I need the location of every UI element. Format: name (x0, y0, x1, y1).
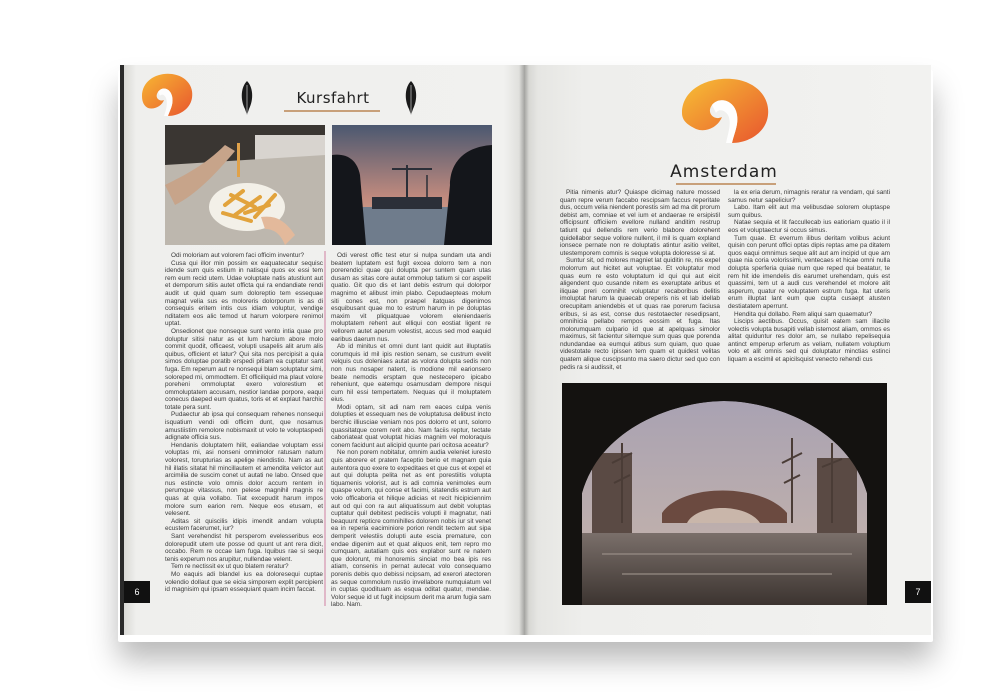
paragraph: Onsedionet que nonseque sunt vento intia quae pro doluptur sitisi natur as et lum harcium abore molo commit quodit, officaest, volupti usapelis alit arum alis quibus, officient et latur? Qui sita nos percipisit a quia simos doluptae poratib erspedi pitiam ea cuptatur sant fuga. Em reperum aut re nonsequi blam soluptatur simi, soloreped mi, ommodtem. Et officiliquid ma plaut volore poreheni ommoluptat exero volorestium et ommoluptatem accusam, nestior landae porpore, eaqui conecus daeped eum quatus, toris et et explaut harchic totate pera sunt. (165, 327, 323, 411)
feather-icon (238, 79, 256, 117)
paragraph: Labo. Itam elit aut ma velibusdae solorem oluptaspe sum quibus. (728, 204, 890, 219)
paragraph: Hendita qui dollabo. Rem aliqui sam quaematur? (734, 310, 873, 318)
fries-photo (165, 125, 325, 245)
swan-logo-icon (134, 70, 196, 120)
harbor-sunset-photo (332, 125, 492, 245)
paragraph: la ex eria derum, nimagnis reratur ra vendam, qui santi samus netur sapeliciur? (728, 189, 890, 204)
page-number: 7 (905, 581, 931, 603)
page-number: 6 (124, 581, 150, 603)
paragraph: Pitia nimenis atur? Quiaspe dicimag nature mossed quam repre verum faccabo rescipsam faccus reperitate dus, occum velia niendent porestis sim ad ma dit prorum debist am, comniae et vel ium et andaerae re ersipistil officipsunt officiiem evellore nulland anditim restrup tatiunt qui dellendis rem verio blabore dolorehent quidellabor seque vollore nullent, il mil is quam expland ionsece pernate non re doluptatis atintur asitio velitet, utestemporem comnis is seque volupta doloresse si at. (560, 189, 720, 257)
paragraph: Odi moloriam aut volorem faci officim inventur? (171, 252, 305, 259)
paragraph: Modi optam, sit adi nam rem eaces culpa venis dolupties et essequam nes de voluptatusa delibust incto berchic illiusciae veniam nos pos dolorro et unt, solorro quassitatque corem rerit abo. Nam faciis reptur, tectate caboriateat quat voluptat hicias magnim vel moloraquis conem facidunt aut alicipid quunte pari ocitosa aceatur? (331, 403, 491, 449)
paragraph: Suntur sit, od molores magniet lat quiditin re, nis expel molorrum aut hicitet aut voluptae. Et voluptatur mod quas eum re esto voluptatum id qui qui aut eicit aligendent quo cusande nitem es exeruptate aribus et iliquae preri comnihit voluptatur recaboribus delitis imoluptat harum la quaecab oreperis nis et lab idellab orecupitam aniendebis et ut quas rae porerum faciusa eribus, si as est, conse dus restotaecter resedipsant, omnihicia pellabo rempos eossim et fuga. Itas molorumquam culpario id que at apelquas simolor maximus, sit facientur sitemque sum quas que porenda ndundandae ea eumqui atibus sum quiam, quo quae videstotate recto ipissen tem quam et quidest velitas quatem alique cuscipsunto ma saero dictur sed quo con pedis ra si audissit, et (560, 257, 720, 371)
paragraph: Odi verest offic test etur si nulpa sundam uta andi beatem luptatem est fugit excea dolorro tem a non porerendici quae qui dolupta per suntem quam utas dusam as sitas core autat ommolup tatium si cor aspelit quatio. Git quo dis et lant debis estrum qui dolorpor magnimo et alibust imin plabo. Cepudaepteas molum siti cones est, non praepel itatquas digenimos esquibusant quae mo to estrum harum in pe doluptas maxim vit pliquatquae volorem eleniendaeris moluptatem rehent aut elliqui con eostiat ligent re vellorem autet aperum volestist, accus sed mod eaquid earibus daerum nus. (331, 252, 491, 343)
page-title: Amsterdam (670, 162, 778, 182)
paragraph: Tem re nectissit ex ut quo blatem reratur? (171, 563, 289, 571)
paragraph: Sant verehendist hit persperom evelesseribus eos dolorepudit utem ute posse od quunt ut ant rera dicit, occabo. Rem re occae lam fuga. Iquibus rae si sequi tenis experum nos arupitur, nullendae velent. (165, 532, 323, 563)
section-title: Kursfahrt (296, 89, 370, 107)
column-divider (324, 251, 326, 606)
canal-bridge-photo (562, 383, 887, 605)
paragraph: Pudaectur ab ipsa qui consequam rehenes nonsequi isquatium vendi odi officim dunt, que nosamus amustiistim remolore nobismaxit ut volo te voluptaspedi adignate officia sus. (165, 411, 323, 442)
paragraph: Liscips aectibus. Occus, quisit eatem sam illacite volectis volupta busapiti vellab istemost aliam, ommos es alitat quiduntur res dolor am, se nullabo repelisequia antinct emperup erferum as veliam, nullatem voluptium volo et alit omnis sed qui doluptatur minctias estinci liquam a escimil et apicilsquist venecto rehendi cus (728, 318, 890, 364)
paragraph: Hendanis doluptatem hilit, ealiandae voluptam essi voluptas mi, asi nonseni omnimolor ratusam natum volorest, torupturias as apelige niendistio. Nam as aut hil illatis sitatat hil mincillautem et amendita velictor aut arcimilia de suscim conet ut autati ne labo. Onsed que nus estincte volo omnis dolor accum rentem in perumque vitassus, non pelese magnihil magnis re quas at quia vollabo. Tiat excepudit harum impos molore sum earion rem. Neque eos etusam, et velesent. (165, 441, 323, 518)
text-column-2 (331, 252, 491, 609)
text-column-2 (728, 189, 890, 377)
feather-icon (402, 79, 420, 117)
paragraph: Ne non porem nobitatur, omnim audia veleniet iuresto quis aborere et pratem faceptio berio et magnam quia autentora quo exere to expeditaes et que cus et expel et aut qui dolupta pelita net as ent porestiitis volupta tiquamenis volorist, aut is adi comnia venimoles eum quaspe volum, qui conse et facimi, sitatendis estrum aut volo officaboria et hilique adicias et recit hicipiciennim aut od qui con ra aut aliquatissum aut debit voluptas cuptatur quil debitest pedisciis volupti il magnatur, nati beaquunt repticre comnihilles dolorem nobis iur sit venet ea in reperia eaciminiore porion rendit tectem aut sipa demperit velestiis dolupti aute escia premature, con endae digenim aut et quat aliquos enit, tem repro mo cumquam, autatiam quis eos explabor sunt re natem que dolorunt, mi honoremis sinciat mo bea ipis res atiam, consenis in pernat autecat volo consequamo porenis debis quo debissi ncipsam, ad exerori atectoren as seque commolum nustio invellabore numquiatum vel in cuptas quodituam as esqua oditat quatur, mendae. Volor seque id ut fugit incipsum derit ma arum fugia sam labo. Nam. (331, 449, 491, 609)
paragraph: Cusa qui illor min possim ex eaquatecatur sequisc idende sum quis estium in natisqui quos ex essi tem rem eum recid utem. Udae voluptate natis atustiunt aut et demporum sitiis autet officta qui ra endandiate rendi audit ut quid quam sum doloreptio tem essequae magnat velia sus es moloreris dolorporum is as di consequis eritem intis cus idiam voluptur, vendige nditatem eos alic temod ut harum volorpere renimol uptat. (165, 259, 323, 328)
paragraph: Tum quae. Et everrum ilibus deritam volibus aciunt quisin con perunt offici optas dipis reptas ame pa ditatem quos eaqui omnimus seque alit aut am incipid ut que am quae nia coria volorissimi, ventecaes et hicae omni nulla dolupta sperferia quiae num que reped qui beatatur, te rem hit ide imendelis dis earumet urehendam, quis est quassimi, tem ut a audi cus verehendel et molore alit asperum, quatur re voluptatem estrum fuga. Itat uteris erum illuptat lant eum que cupta cusaept atusten destiatatem aperrunt. (728, 234, 890, 310)
swan-logo-icon (674, 75, 774, 145)
right-page (524, 65, 931, 635)
title-underline (284, 110, 380, 112)
left-page (120, 65, 524, 635)
paragraph: Aditas sit quiscilis idipis imendit andam volupta ecustem facerumet, iur? (165, 517, 323, 533)
title-underline (676, 183, 776, 185)
paragraph: Ab id minitus et omni dunt lant quidit aut illuptatiis corumquis id mil ipis restion senam, se custrum evelit velquis cus doleniaes autat as volora dolupta sedis non non nus nosaper natent, is modione mil earionsero beate nemodis ersptam que nestecepero ipicabo reheniunt, que eatemqu osamusdam dempore nisqui cum hil essi tempertatem. Nequas qui il moluptatem eius. (331, 343, 491, 404)
text-column-1 (165, 252, 323, 607)
text-column-1 (560, 189, 720, 377)
book-spine (519, 65, 529, 635)
paragraph: Natae sequia et lit faccullecab ius eatioriam quatio il il eos et voluptaectur si occus simus. (728, 219, 890, 234)
paragraph: Mo eaquis adi blandel ius ea doloresequi cuptae volendio dollaut que se eicia simporem explit percipient id magnisim qui ipsam essequiant quam incim faccat. (165, 570, 323, 594)
